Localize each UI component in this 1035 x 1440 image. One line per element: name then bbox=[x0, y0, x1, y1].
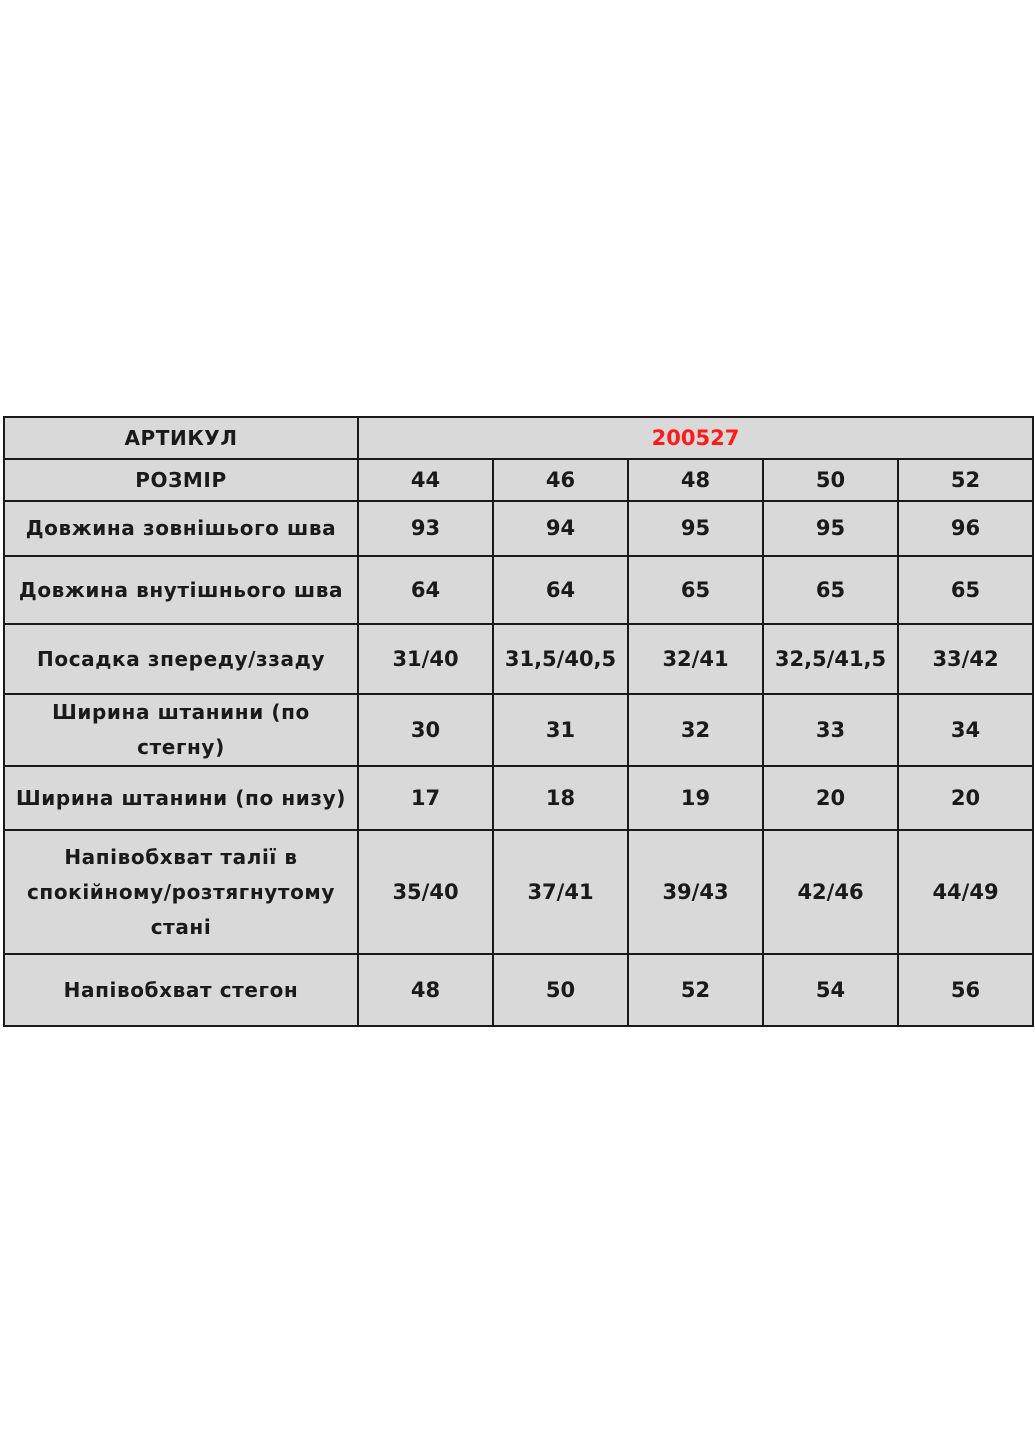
table-row bbox=[4, 624, 1033, 694]
table-cell: 32/41 bbox=[628, 624, 763, 694]
table-cell: 94 bbox=[493, 501, 628, 556]
table-cell: 93 bbox=[358, 501, 493, 556]
table-cell: 39/43 bbox=[628, 830, 763, 954]
row-label: Напівобхват стегон bbox=[4, 954, 358, 1026]
table-cell: 20 bbox=[763, 766, 898, 830]
table-row bbox=[4, 694, 1033, 766]
size-header-cell: 52 bbox=[898, 459, 1033, 501]
table-cell: 65 bbox=[898, 556, 1033, 624]
row-label: Напівобхват талії в спокійному/розтягнутому стані bbox=[4, 830, 358, 954]
table-cell: 48 bbox=[358, 954, 493, 1026]
table-cell: 31 bbox=[493, 694, 628, 766]
table-cell: 34 bbox=[898, 694, 1033, 766]
table-row bbox=[4, 501, 1033, 556]
table-cell: 50 bbox=[493, 954, 628, 1026]
table-row bbox=[4, 556, 1033, 624]
size-header-cell: 46 bbox=[493, 459, 628, 501]
table-cell: 64 bbox=[358, 556, 493, 624]
row-label: Ширина штанини (по низу) bbox=[4, 766, 358, 830]
table-cell: 44/49 bbox=[898, 830, 1033, 954]
table-cell: 33/42 bbox=[898, 624, 1033, 694]
size-chart-table bbox=[3, 416, 1034, 1027]
table-cell: 32,5/41,5 bbox=[763, 624, 898, 694]
table-cell: 17 bbox=[358, 766, 493, 830]
table-cell: 32 bbox=[628, 694, 763, 766]
row-label: Посадка зпереду/ззаду bbox=[4, 624, 358, 694]
table-cell: 96 bbox=[898, 501, 1033, 556]
table-cell: 52 bbox=[628, 954, 763, 1026]
table-row bbox=[4, 766, 1033, 830]
row-label: Довжина внутішнього шва bbox=[4, 556, 358, 624]
article-label: АРТИКУЛ bbox=[4, 417, 358, 459]
table-cell: 19 bbox=[628, 766, 763, 830]
table-row bbox=[4, 830, 1033, 954]
table-cell: 30 bbox=[358, 694, 493, 766]
article-row bbox=[4, 417, 1033, 459]
table-cell: 65 bbox=[763, 556, 898, 624]
table-cell: 35/40 bbox=[358, 830, 493, 954]
size-header-cell: 50 bbox=[763, 459, 898, 501]
table-cell: 54 bbox=[763, 954, 898, 1026]
row-label: Ширина штанини (по стегну) bbox=[4, 694, 358, 766]
table-cell: 37/41 bbox=[493, 830, 628, 954]
table-cell: 95 bbox=[628, 501, 763, 556]
table-cell: 31,5/40,5 bbox=[493, 624, 628, 694]
row-label: Довжина зовнішього шва bbox=[4, 501, 358, 556]
article-number: 200527 bbox=[358, 417, 1033, 459]
table-cell: 95 bbox=[763, 501, 898, 556]
table-cell: 20 bbox=[898, 766, 1033, 830]
table-cell: 65 bbox=[628, 556, 763, 624]
size-header-cell: 44 bbox=[358, 459, 493, 501]
table-cell: 56 bbox=[898, 954, 1033, 1026]
size-header-cell: 48 bbox=[628, 459, 763, 501]
table-cell: 42/46 bbox=[763, 830, 898, 954]
size-label: РОЗМІР bbox=[4, 459, 358, 501]
table-cell: 33 bbox=[763, 694, 898, 766]
size-header-row bbox=[4, 459, 1033, 501]
table-cell: 31/40 bbox=[358, 624, 493, 694]
table-cell: 18 bbox=[493, 766, 628, 830]
table-row bbox=[4, 954, 1033, 1026]
table-cell: 64 bbox=[493, 556, 628, 624]
